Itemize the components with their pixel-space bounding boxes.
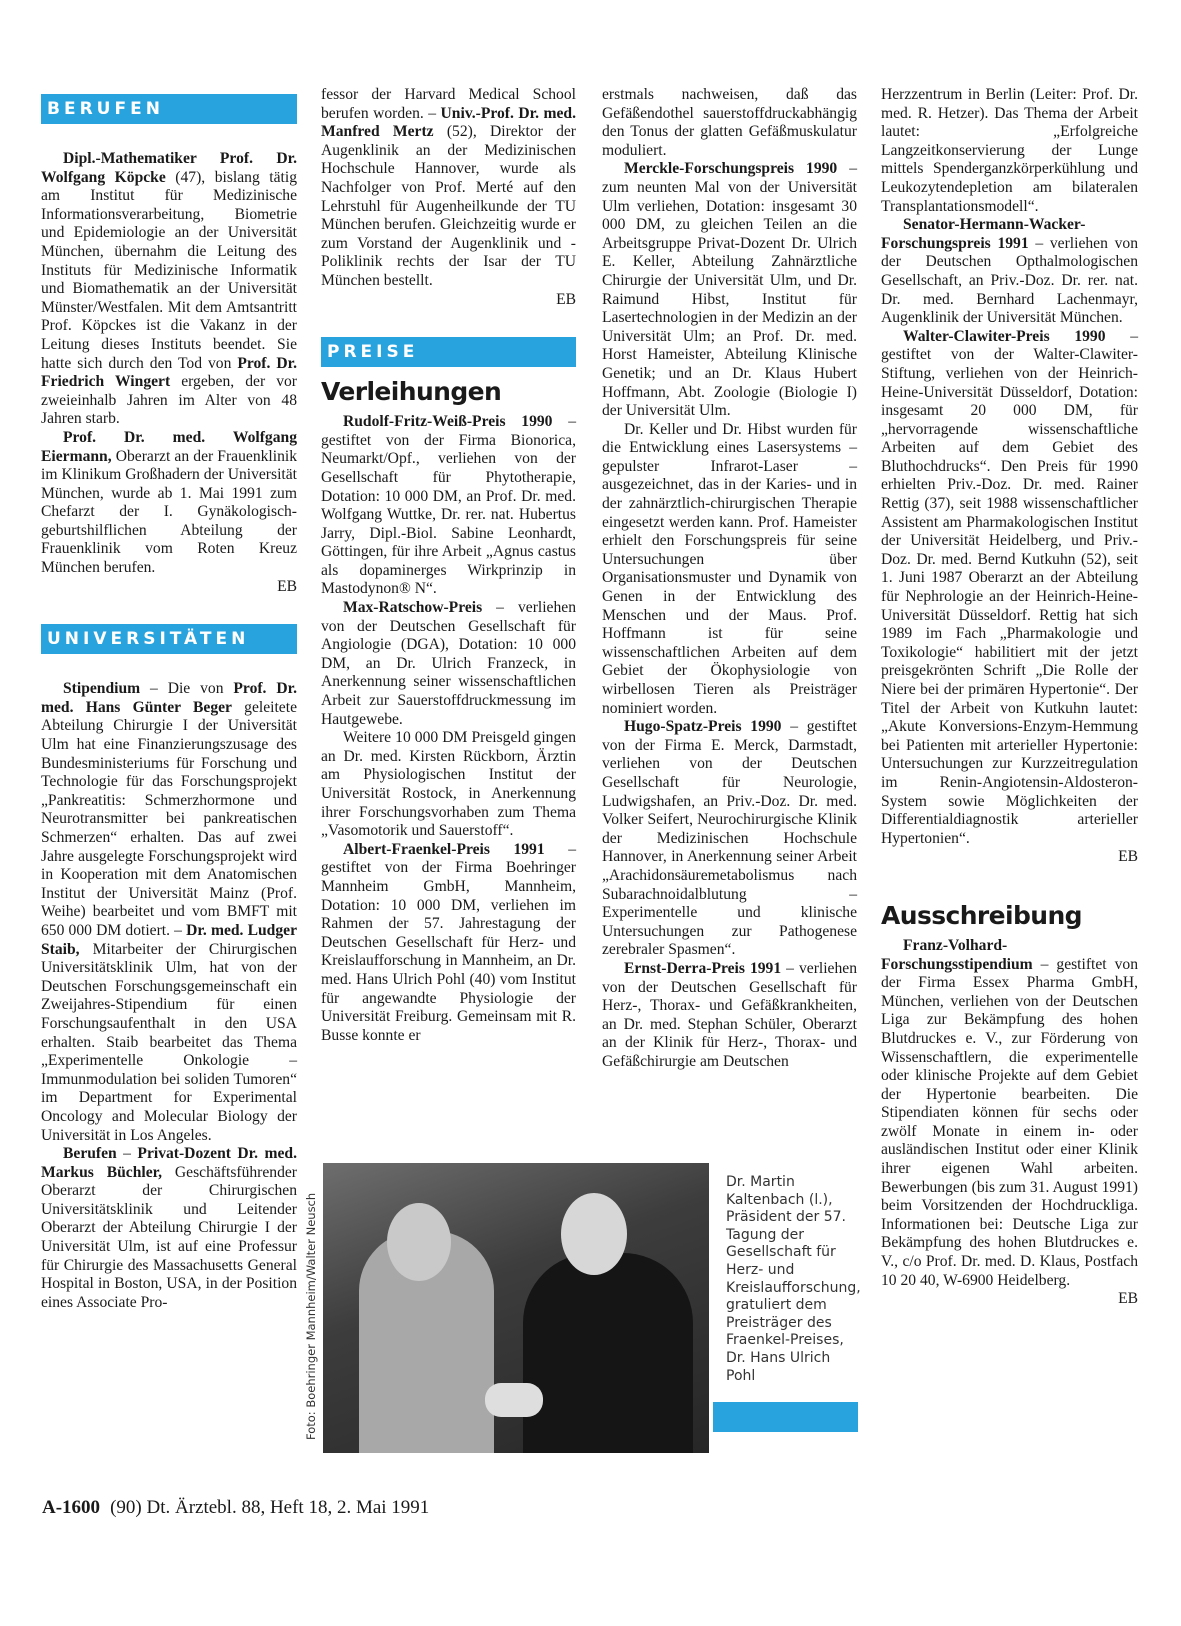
bold-lead: Walter-Clawiter-Preis 1990 xyxy=(903,327,1106,345)
author-initials: EB xyxy=(1118,848,1138,866)
paragraph xyxy=(881,216,1138,328)
column-3 xyxy=(602,86,857,1071)
paragraph-text: – verliehen von der Deutschen Opthalmologischen Gesellschaft, an Priv.-Doz. Dr. rer. nat. Dr. med. Bernhard Lachenmayr, Augenklinik der Universität München. xyxy=(881,234,1138,327)
author-initials: EB xyxy=(277,577,297,595)
paragraph-text: Mitarbeiter der Chirurgischen Universitätsklinik Ulm, hat von der Deutschen Forschungsgemeinschaft ein Zweijahres-Stipendium für einen Forschungsaufenthalt in den USA erhalten. Staib bearbeitet das Thema „Experimentelle Onkologie – Immunmodulation bei soliden Tumoren“ im Department for Experimental Oncology and Molecular Biology der Universität in Los Angeles. xyxy=(41,940,297,1144)
paragraph xyxy=(602,960,857,1072)
paragraph-text: geleitete Abteilung Chirurgie I der Universität Ulm hat eine Finanzierungszusage des Bundesministeriums für Forschung und Technologie für das Forschungsprojekt „Pankreatitis: Schmerzhormone und Neurotransmitter bei pankreatischen Schmerzen“ erhalten. Das auf zwei Jahre ausgelegte Forschungsprojekt wird in Kooperation mit dem Anatomischen Institut der Universität Mainz (Prof. Weihe) bearbeitet und vom BMFT mit 650 000 DM dotiert. – xyxy=(41,698,297,939)
section-heading: Verleihungen xyxy=(321,377,502,407)
page-footer xyxy=(42,1496,429,1520)
paragraph-text: – xyxy=(116,1145,138,1163)
paragraph-text: Geschäftsführender Oberarzt der Chirurgischen Universitätsklinik und Leitender Oberarzt der Abteilung Chirurgie I der Universität Ulm, ist auf eine Professur für Chirurgie des Massachusetts General Hospital in Boston, USA, in der Position eines Associate Pro- xyxy=(41,1163,297,1311)
photo-credit: Foto: Boehringer Mannheim/Walter Neusch xyxy=(304,1192,318,1440)
bold-lead: Albert-Fraenkel-Preis 1991 xyxy=(343,840,545,858)
paragraph-text: fessor der Harvard Medical School berufen worden. – xyxy=(321,86,576,122)
paragraph: Dr. Keller und Dr. Hibst wurden für die Entwicklung eines Lasersystems – gepulster Infrarot-Laser – ausgezeichnet, das in der Karies- und in der zahnärztlich-chirurgischen Therapie eingesetzt werden kann. Prof. Hameister erhielt den Forschungspreis für seine Untersuchungen über Organisationsmuster und Dynamik von Genen in der Entwicklung des Menschen und der Maus. Prof. Hoffmann ist für seine wissenschaftlichen Arbeiten auf dem Gebiet der Ökophysiologie von wirbellosen Tieren als Preisträger nominiert worden. xyxy=(602,420,857,717)
paragraph-text: – verliehen von der Deutschen Gesellschaft für Herz-, Thorax- und Gefäßkrankheiten, an Dr. med. Stephan Schüler, Oberarzt an der Klinik für Herz-, Thorax- und Gefäßchirurgie am Deutschen xyxy=(602,959,857,1070)
paragraph xyxy=(321,599,576,729)
section-heading: Ausschreibung xyxy=(881,900,1082,930)
bold-lead: Hugo-Spatz-Preis 1990 xyxy=(624,718,782,736)
bold-lead: Dipl.-Mathematiker Prof. Dr. Wolfgang Köpcke xyxy=(41,150,297,186)
caption-accent-bar xyxy=(713,1402,858,1432)
paragraph: Herzzentrum in Berlin (Leiter: Prof. Dr. med. R. Hetzer). Das Thema der Arbeit lautet: „Erfolgreiche Langzeitkonservierung der Lunge mittels Spenderganzkörperkühlung und Leukozytendepletion am bilateralen Transplantationsmodell“. xyxy=(881,86,1138,215)
page-code: A-1600 xyxy=(42,1497,101,1518)
paragraph xyxy=(321,413,576,599)
bold-lead: Stipendium xyxy=(63,680,141,698)
author-initials: EB xyxy=(1118,1290,1138,1308)
paragraph-text: Oberarzt an der Frauenklinik im Klinikum Großhadern der Universität München, wurde ab 1. Mai 1991 zum Chefarzt der I. Gynäkologisch-geburtshilflichen Abteilung der Frauenklinik vom Roten Kreuz München berufen. xyxy=(41,447,297,577)
paragraph-text: ergeben, der vor zweieinhalb Jahren im Alter von 48 Jahren starb. xyxy=(41,373,297,428)
bold-lead: Senator-Hermann-Wacker-Forschungspreis 1991 xyxy=(881,216,1086,252)
paragraph-text: – gestiftet von der Walter-Clawiter-Stiftung, verliehen von der Heinrich-Heine-Universität Düsseldorf, Dotation: insgesamt 20 000 DM, für „hervorragende wissenschaftliche Arbeiten auf dem Gebiet des Bluthochdrucks“. Den Preis für 1990 erhielten Priv.-Doz. Dr. med. Rainer Rettig (37), seit 1988 wissenschaftlicher Assistent am Pharmakologischen Institut der Universität Heidelberg, und Priv.-Doz. Dr. med. Bernd Kutkuhn (52), seit 1. Juni 1987 Oberarzt an der Abteilung für Nephrologie an der Heinrich-Heine-Universität Düsseldorf. Rettig hat sich 1989 im Fach „Pharmakologie und Toxikologie“ habilitiert mit der jetzt preisgekrönten Schrift „Die Rolle der Niere bei der primären Hypertonie“. Der Titel der Arbeit von Kutkuhn lautet: „Akute Konversions-Enzym-Hemmung bei Patienten mit arterieller Hypertonie: Untersuchungen zur Kurzzeitregulation im Renin-Angiotensin-Aldosteron-System sowie Möglichkeiten der Differentialdiagnostik arterieller Hypertonien“. xyxy=(881,327,1138,847)
paragraph xyxy=(41,150,297,429)
paragraph xyxy=(41,680,297,1145)
paragraph-text: (52), Direktor der Augenklinik an der Medizinischen Hochschule Hannover, wurde als Nachfolger von Prof. Merté auf den Lehrstuhl für Augenheilkunde der TU München berufen. Gleichzeitig wurde er zum Vorstand der Augenklinik und -Poliklinik rechts der Isar der TU München bestellt. xyxy=(321,123,576,289)
bold-name: Prof. Dr. Friedrich Wingert xyxy=(41,354,297,391)
paragraph-text: – gestiftet von der Firma Essex Pharma GmbH, München, verliehen von der Deutschen Liga zur Bekämpfung des hohen Blutdruckes e. V., zur Förderung von Wissenschaftlern, die experimentelle oder klinische Projekte auf dem Gebiet der Hypertonie bearbeiten. Die Stipendiaten können für sechs oder zwölf Monate in einem in- oder ausländischen Institut oder einer Klinik ihrer eigenen Wahl arbeiten. Bewerbungen (bis zum 31. August 1991) beim Vorsitzenden der Hochdruckliga. Informationen bei: Deutsche Liga zur Bekämpfung des hohen Blutdruckes e. V., c/o Prof. Dr. med. D. Klaus, Postfach 10 20 40, W-6900 Heidelberg. xyxy=(881,955,1138,1289)
paragraph xyxy=(881,937,1138,1290)
section-bar-berufen: BERUFEN xyxy=(41,94,297,124)
paragraph xyxy=(41,429,297,578)
bold-lead: Merckle-Forschungspreis 1990 xyxy=(624,160,838,178)
column-1 xyxy=(41,86,297,1312)
paragraph-text: – gestiftet von der Firma Boehringer Mannheim GmbH, Mannheim, Dotation: 10 000 DM, verliehen im Rahmen der 57. Jahrestagung der Deutschen Gesellschaft für Herz- und Kreislaufforschung in Mannheim, an Dr. med. Hans Ulrich Pohl (40) vom Institut für angewandte Physiologie der Universität Freiburg. Gemeinsam mit R. Busse konnte er xyxy=(321,840,576,1044)
paragraph xyxy=(602,718,857,960)
bold-lead: Max-Ratschow-Preis xyxy=(343,599,483,617)
paragraph: Weitere 10 000 DM Preisgeld gingen an Dr. med. Kirsten Rückborn, Ärztin am Physiologischen Institut der Universität Rostock, in Anerkennung ihrer Forschungsvorhaben zum Thema „Vasomotorik und Sauerstoff“. xyxy=(321,729,576,840)
bold-name: Prof. Dr. med. Hans Günter Beger xyxy=(41,680,297,716)
paragraph-text: – gestiftet von der Firma Bionorica, Neumarkt/Opf., verliehen von der Gesellschaft für Phytotherapie, Dotation: 10 000 DM, an Prof. Dr. med. Wolfgang Wuttke, Dr. rer. nat. Hubertus Jarry, Dipl.-Biol. Sabine Leonhardt, Göttingen, für ihre Arbeit „Agnus castus als dopaminerges Wirkprinzip in Mastodynon® N“. xyxy=(321,413,576,598)
paragraph-text: – Die von xyxy=(140,680,234,698)
paragraph xyxy=(881,328,1138,849)
author-initials: EB xyxy=(556,290,576,308)
person-right-figure xyxy=(523,1253,693,1453)
column-2 xyxy=(321,86,576,1045)
column-4 xyxy=(881,86,1138,1309)
paragraph: erstmals nachweisen, daß das Gefäßendothel sauerstoffdruckabhängig den Tonus der glatten Gefäßmuskulatur moduliert. xyxy=(602,86,857,159)
award-photo xyxy=(323,1163,709,1453)
bold-lead: Franz-Volhard-Forschungsstipendium xyxy=(881,936,1033,973)
bold-name: Dr. med. Ludger Staib, xyxy=(41,921,297,958)
paragraph xyxy=(321,841,576,1046)
paragraph-text: – zum neunten Mal von der Universität Ulm verliehen, Dotation: insgesamt 30 000 DM, zu gleichen Teilen an die Arbeitsgruppe Privat-Dozent Dr. Ulrich E. Keller, Abteilung Zahnärztliche Chirurgie der Universität Ulm, und Dr. Raimund Hibst, Institut für Lasertechnologien in der Medizin an der Universität Ulm; an Prof. Dr. med. Horst Hameister, Abteilung Klinische Genetik; und an Dr. Klaus Hubert Hoffmann, Abt. Zoologie (Biologie I) der Universität Ulm. xyxy=(602,160,857,420)
paragraph-text: (47), bislang tätig am Institut für Medizinische Informationsverarbeitung, Biometrie und Epidemiologie an der Universität München, übernahm die Leitung des Instituts für Medizinische Informatik und Biomathematik an der Universität Münster/Westfalen. Mit dem Amtsantritt Prof. Köpckes ist die Vakanz in der Leitung dieses Instituts beendet. Sie hatte sich durch den Tod von xyxy=(41,168,297,372)
person-left-head xyxy=(387,1203,451,1281)
bold-lead: Ernst-Derra-Preis 1991 xyxy=(624,959,782,977)
paragraph-text: – verliehen von der Deutschen Gesellschaft für Angiologie (DGA), Dotation: 10 000 DM, an Dr. Ulrich Franzeck, in Anerkennung seiner wissenschaftlichen Arbeit zur Sauerstoffdruckmessung im Hautgewebe. xyxy=(321,599,576,728)
section-bar-preise: PREISE xyxy=(321,337,576,367)
person-right-head xyxy=(561,1193,627,1275)
bold-lead: Prof. Dr. med. Wolfgang Eiermann, xyxy=(41,428,297,465)
paragraph xyxy=(321,86,576,291)
bold-name: Privat-Dozent Dr. med. Markus Büchler, xyxy=(41,1145,297,1181)
photo-caption: Dr. Martin Kaltenbach (l.), Präsident der 57. Tagung der Gesellschaft für Herz- und Kreislaufforschung, gratuliert dem Preisträger des Fraenkel-Preises, Dr. Hans Ulrich Pohl xyxy=(726,1174,861,1384)
bold-name: Univ.-Prof. Dr. med. Manfred Mertz xyxy=(321,104,576,141)
paragraph xyxy=(41,1145,297,1312)
journal-citation: (90) Dt. Ärztebl. 88, Heft 18, 2. Mai 1991 xyxy=(110,1497,430,1518)
bold-lead: Rudolf-Fritz-Weiß-Preis 1990 xyxy=(343,413,553,431)
paragraph-text: – gestiftet von der Firma E. Merck, Darmstadt, verliehen von der Deutschen Gesellschaft für Neurologie, Ludwigshafen, an Priv.-Doz. Dr. med. Volker Seifert, Neurochirurgische Klinik der Medizinischen Hochschule Hannover, in Anerkennung seiner Arbeit „Arachidonsäuremetabolismus nach Subarachnoidalblutung – Experimentelle und klinische Untersuchungen zur Pathogenese zerebraler Spasmen“. xyxy=(602,718,857,959)
section-bar-universitaeten: UNIVERSITÄTEN xyxy=(41,624,297,654)
handshake xyxy=(485,1383,543,1417)
paragraph xyxy=(602,160,857,420)
bold-lead: Berufen xyxy=(63,1145,117,1163)
